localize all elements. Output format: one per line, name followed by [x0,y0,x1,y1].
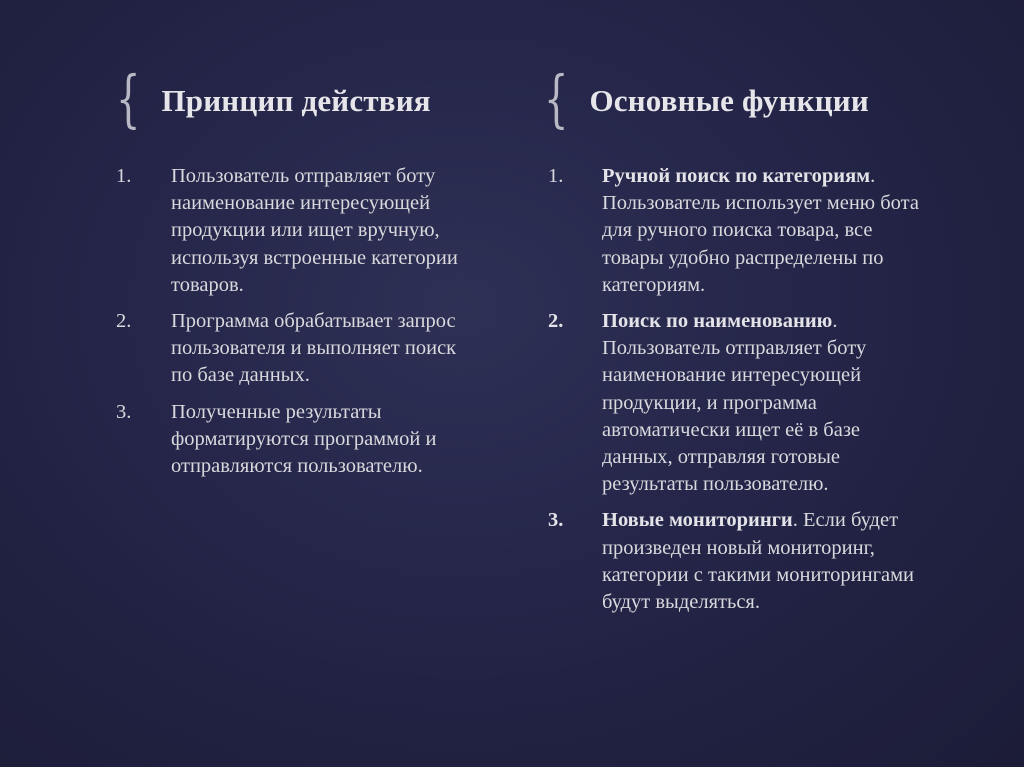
list-item [548,308,932,498]
left-list [116,163,461,489]
item-text: Программа обрабатывает запрос пользователя и выполняет поиск по базе данных. [171,310,457,387]
list-item [548,507,932,616]
item-title: Новые мониторинги [602,509,793,532]
right-heading-title: Основные функции [589,83,869,118]
left-brace-icon: { [116,62,141,135]
right-list [548,163,932,625]
item-number: 1. [548,165,564,187]
right-brace-icon: { [544,62,569,135]
item-number: 1. [116,165,132,187]
item-title: Поиск по наименованию [602,310,833,333]
list-item [548,163,932,299]
left-heading-title: Принцип действия [161,83,431,118]
item-title: Ручной поиск по категориям [602,165,871,187]
item-description: . Пользователь отправляет боту наименование интересующей продукции, и программа автоматически ищет её в базе данных, отправляя готовые результаты пользователю. [602,310,867,496]
list-item [116,399,461,481]
left-heading [116,62,431,135]
item-text [602,507,932,616]
item-description: . Если будет произведен новый мониторинг, категории с такими мониторингами будут выделяться. [602,509,915,614]
item-number: 3. [116,400,132,423]
item-number: 3. [548,509,564,532]
item-number: 2. [548,310,564,333]
item-number: 2. [116,310,132,333]
item-text [602,308,932,498]
item-text: Пользователь отправляет боту наименование интересующей продукции или ищет вручную, используя встроенные категории товаров. [171,165,458,296]
item-description: . Пользователь использует меню бота для ручного поиска товара, все товары удобно распределены по категориям. [602,165,919,296]
list-item [116,163,461,299]
item-text [602,163,932,299]
right-heading [544,62,869,135]
list-item [116,308,461,390]
item-text: Полученные результаты форматируются программой и отправляются пользователю. [171,400,437,478]
